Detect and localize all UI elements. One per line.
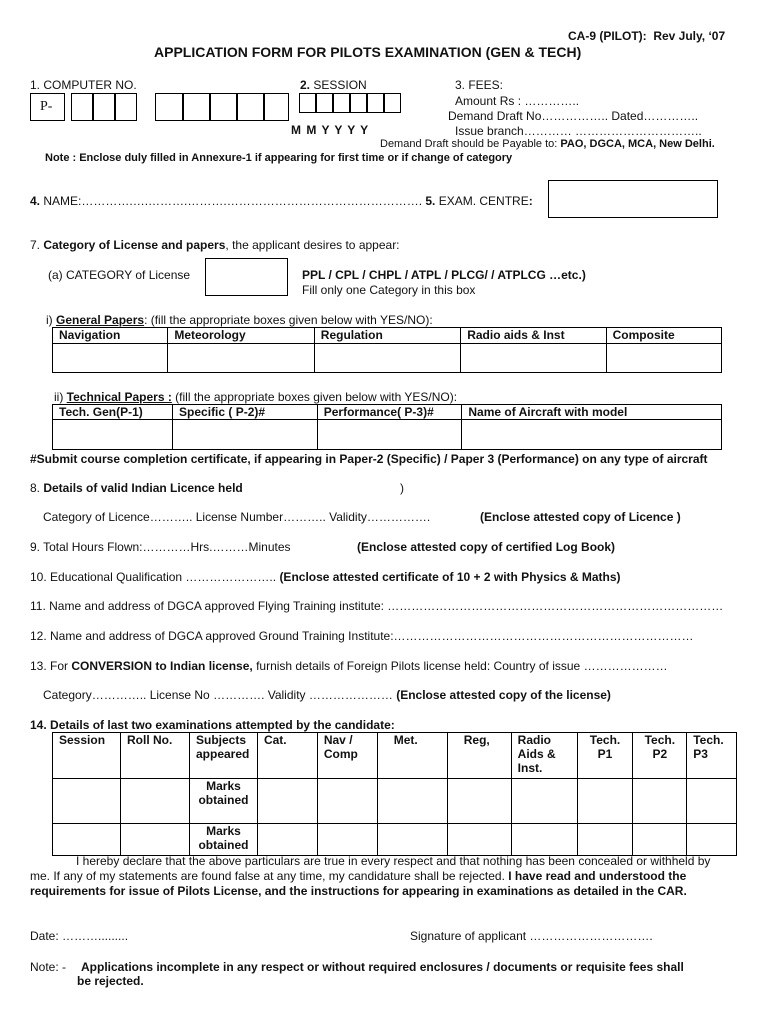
declaration-line1: I hereby declare that the above particulars are true in every respect and that nothing has been concealed or withheld by — [76, 854, 711, 868]
conversion-line: 13. For CONVERSION to Indian license, furnish details of Foreign Pilots license held: Country of issue ………………… — [30, 659, 668, 673]
computer-no-digit[interactable] — [155, 93, 183, 121]
general-cell[interactable] — [53, 344, 168, 373]
exam-col-header: Radio Aids & Inst. — [511, 733, 577, 779]
ground-institute-line: 12. Name and address of DGCA approved Ground Training Institute:………………………………………………………………… — [30, 629, 694, 643]
licence-held-close: ) — [400, 481, 404, 495]
exam-col-header: Met. — [377, 733, 447, 779]
computer-no-label: 1. COMPUTER NO. — [30, 78, 137, 92]
category-heading: 7. Category of License and papers, the applicant desires to appear: — [30, 238, 400, 252]
technical-col-header: Tech. Gen(P-1) — [53, 405, 173, 420]
signature-label: Signature of applicant …………………………. — [410, 929, 653, 943]
education-line: 10. Educational Qualification ………………….. (Enclose attested certificate of 10 + 2 with Physics & Maths) — [30, 570, 621, 584]
licence-attest: (Enclose attested copy of Licence ) — [480, 510, 681, 524]
declaration-line3: requirements for issue of Pilots License, and the instructions for appearing in examinations as detailed in the CAR. — [30, 884, 687, 898]
general-cell[interactable] — [461, 344, 606, 373]
exam-cell[interactable] — [577, 824, 633, 856]
exam-cell[interactable] — [377, 824, 447, 856]
exam-col-header: Tech. P2 — [633, 733, 687, 779]
exam-col-header: Subjects appeared — [189, 733, 257, 779]
computer-no-digit[interactable] — [210, 93, 237, 121]
general-col-header: Navigation — [53, 328, 168, 344]
exam-cell[interactable] — [257, 824, 317, 856]
fees-issue-branch: Issue branch………… ………………………….. — [455, 124, 702, 138]
exam-cell[interactable] — [317, 824, 377, 856]
exam-col-header: Tech. P3 — [687, 733, 737, 779]
exam-cell[interactable] — [633, 779, 687, 824]
technical-cell[interactable] — [317, 420, 462, 450]
exams-table — [52, 732, 737, 856]
exam-cell[interactable] — [53, 779, 121, 824]
general-col-header: Composite — [606, 328, 721, 344]
exam-cell[interactable] — [317, 779, 377, 824]
exam-cell[interactable] — [633, 824, 687, 856]
technical-papers-table — [52, 404, 722, 450]
annexure-note: Note : Enclose duly filled in Annexure-1 if appearing for first time or if change of category — [45, 152, 513, 164]
hours-attest: (Enclose attested copy of certified Log Book) — [357, 540, 616, 554]
exam-cell[interactable] — [687, 824, 737, 856]
technical-col-header: Performance( P-3)# — [317, 405, 462, 420]
exam-cell[interactable] — [511, 824, 577, 856]
marks-obtained-label: Marks obtained — [189, 779, 257, 824]
session-year-box[interactable] — [384, 93, 401, 113]
final-note-prefix: Note: - — [30, 960, 67, 974]
fees-demand-draft: Demand Draft No…………….. Dated………….. — [448, 109, 699, 123]
general-papers-heading: i) General Papers: (fill the appropriate boxes given below with YES/NO): — [46, 313, 433, 327]
computer-no-digit[interactable] — [115, 93, 137, 121]
exam-cell[interactable] — [257, 779, 317, 824]
session-year-box[interactable] — [367, 93, 384, 113]
computer-no-digit[interactable] — [71, 93, 93, 121]
declaration-line2: me. If any of my statements are found false at any time, my candidature shall be rejected. I have read and understood the — [30, 869, 687, 883]
technical-col-header: Name of Aircraft with model — [462, 405, 722, 420]
exam-cell[interactable] — [377, 779, 447, 824]
session-month-box[interactable] — [316, 93, 333, 113]
exam-cell[interactable] — [687, 779, 737, 824]
form-code: CA-9 (PILOT): Rev July, ‘07 — [568, 29, 726, 43]
category-label: (a) CATEGORY of License — [48, 268, 191, 282]
exam-col-header: Reg, — [447, 733, 511, 779]
category-fill-note: Fill only one Category in this box — [302, 283, 476, 297]
submit-note: #Submit course completion certificate, if appearing in Paper-2 (Specific) / Paper 3 (Performance) on any type of aircraft — [30, 452, 708, 466]
general-col-header: Meteorology — [168, 328, 314, 344]
hours-line: 9. Total Hours Flown:…………Hrs.………Minutes — [30, 540, 291, 554]
exam-col-header: Cat. — [257, 733, 317, 779]
exam-cell[interactable] — [120, 779, 189, 824]
computer-no-digit[interactable] — [183, 93, 210, 121]
marks-obtained-label: Marks obtained — [189, 824, 257, 856]
conversion-line2: Category………….. License No …………. Validity ………………… (Enclose attested copy of the license) — [43, 688, 611, 702]
computer-no-prefix: P- — [40, 99, 53, 114]
name-line: 4. NAME:………….….……….……….…………………………………………. 5. EXAM. CENTRE: — [30, 194, 533, 208]
exams-heading: 14. Details of last two examinations attempted by the candidate: — [30, 718, 395, 732]
technical-cell[interactable] — [53, 420, 173, 450]
exam-col-header: Session — [53, 733, 121, 779]
general-col-header: Radio aids & Inst — [461, 328, 606, 344]
exam-col-header: Tech. P1 — [577, 733, 633, 779]
general-cell[interactable] — [314, 344, 460, 373]
licence-held-line: Category of Licence……….. License Number……….. Validity……………. — [43, 510, 431, 524]
fees-payable: Demand Draft should be Payable to: PAO, DGCA, MCA, New Delhi. — [380, 138, 715, 150]
computer-no-digit[interactable] — [237, 93, 264, 121]
exam-cell[interactable] — [447, 779, 511, 824]
final-note-line2: be rejected. — [77, 974, 144, 988]
session-format: M M Y Y Y Y — [291, 123, 370, 137]
category-box[interactable] — [205, 258, 288, 296]
general-col-header: Regulation — [314, 328, 460, 344]
exam-col-header: Nav / Comp — [317, 733, 377, 779]
session-year-box[interactable] — [333, 93, 350, 113]
computer-no-digit[interactable] — [264, 93, 289, 121]
technical-col-header: Specific ( P-2)# — [173, 405, 318, 420]
general-cell[interactable] — [606, 344, 721, 373]
technical-cell[interactable] — [173, 420, 318, 450]
exam-cell[interactable] — [511, 779, 577, 824]
general-cell[interactable] — [168, 344, 314, 373]
general-papers-table — [52, 327, 722, 373]
technical-papers-heading: ii) Technical Papers : (fill the appropriate boxes given below with YES/NO): — [54, 390, 458, 404]
technical-cell[interactable] — [462, 420, 722, 450]
final-note-line1: Applications incomplete in any respect or without required enclosures / documents or requisite fees shall — [81, 960, 684, 974]
flying-institute-line: 11. Name and address of DGCA approved Flying Training institute: ………………………………………………………………………… — [30, 599, 724, 613]
computer-no-digit[interactable] — [93, 93, 115, 121]
fees-label: 3. FEES: — [455, 78, 504, 92]
exam-cell[interactable] — [447, 824, 511, 856]
session-year-box[interactable] — [350, 93, 367, 113]
exam-col-header: Roll No. — [120, 733, 189, 779]
exam-cell[interactable] — [120, 824, 189, 856]
session-label: 2. SESSION — [300, 78, 367, 92]
exam-cell[interactable] — [577, 779, 633, 824]
date-label: Date: ………......... — [30, 929, 129, 943]
form-title: APPLICATION FORM FOR PILOTS EXAMINATION (GEN & TECH) — [154, 44, 582, 60]
fees-amount: Amount Rs : ………….. — [455, 94, 580, 108]
category-options: PPL / CPL / CHPL / ATPL / PLCG/ / ATPLCG …etc.) — [302, 268, 586, 282]
exam-centre-box[interactable] — [548, 180, 718, 218]
session-month-box[interactable] — [299, 93, 316, 113]
licence-held-heading: 8. Details of valid Indian Licence held — [30, 481, 243, 495]
exam-cell[interactable] — [53, 824, 121, 856]
